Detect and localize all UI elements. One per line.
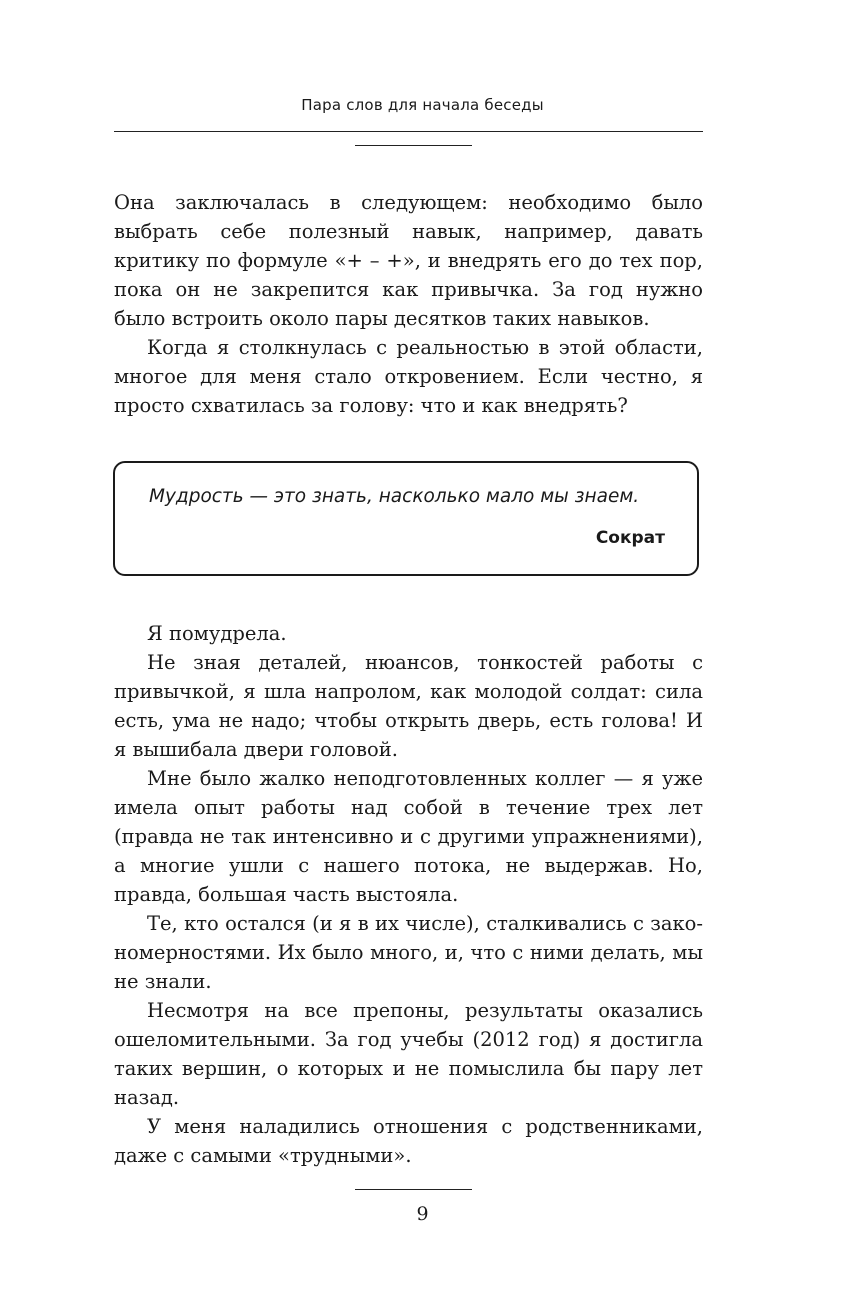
paragraph: Когда я столкнулась с реальностью в этой области, многое для меня стало откровением. Если честно, я просто схватилась за голову: что и как внедрять? bbox=[114, 336, 703, 417]
paragraph: Я помудрела. bbox=[147, 622, 287, 645]
paragraph: Она заключалась в следующем: необходимо было выбрать себе полезный навык, например, давать критику по формуле «+ – +», и внедрять его до тех пор, пока он не закрепится как привычка. За год нужно было встроить около пары десятков таких навыков. bbox=[114, 191, 703, 330]
body-text-bottom bbox=[114, 619, 703, 1170]
epigraph-box bbox=[113, 461, 699, 576]
epigraph-quote: Мудрость — это знать, насколько мало мы знаем. bbox=[149, 486, 640, 507]
paragraph: Несмотря на все препоны, результаты оказались ошеломительными. За год учебы (2012 год) я достигла таких вершин, о которых и не помыслила бы пару лет назад. bbox=[114, 999, 703, 1109]
paragraph: Не зная деталей, нюансов, тонкостей работы с привычкой, я шла напролом, как молодой солдат: сила есть, ума не надо; чтобы открыть дверь, есть голова! И я вышибала двери головой. bbox=[114, 651, 703, 761]
body-text-top bbox=[114, 188, 703, 420]
header-short-rule bbox=[355, 145, 472, 146]
paragraph: У меня наладились отношения с родственниками, даже с самыми «трудными». bbox=[114, 1115, 703, 1167]
running-head: Пара слов для начала беседы bbox=[301, 96, 544, 114]
epigraph-author: Сократ bbox=[595, 528, 665, 548]
paragraph: Мне было жалко неподготовленных коллег — я уже имела опыт работы над собой в течение трех лет (правда не так интенсивно и с другими упражнениями), а многие ушли с нашего потока, не выдержав. Но, правда, большая часть выстояла. bbox=[114, 767, 703, 906]
paragraph: Те, кто остался (и я в их числе), сталкивались с закономерностями. Их было много, и, что с ними делать, мы не знали. bbox=[114, 912, 703, 993]
header-rule bbox=[114, 131, 703, 132]
footer-short-rule bbox=[355, 1189, 472, 1190]
page-number: 9 bbox=[416, 1203, 429, 1225]
